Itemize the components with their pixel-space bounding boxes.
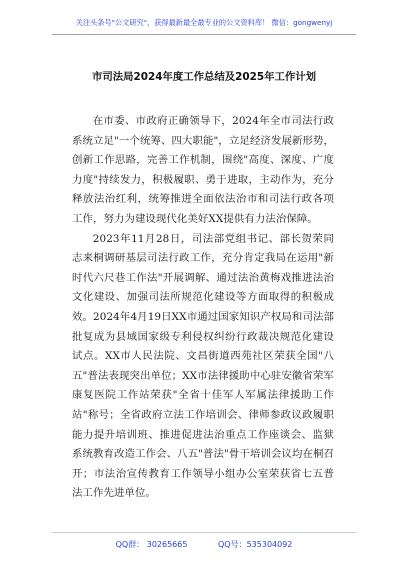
paragraph-intro: 在市委、市政府正确领导下，2024年全市司法行政系统立足"一个统筹、四大职能"，立足经济发展新形势，创新工作思路，完善工作机制，围绕"高度、深度、广度力度"持续发力，积极履职、勇于进取，主动作为，充分释放法治红利，统筹推进全面依法治市和司法行政各项工作，努力为建设现代化美好XX提供有力法治保障。 (72, 115, 334, 225)
header-banner: 关注头条号"公文研究"，获得最新最全最专业的公文资料库！ 微信：gongwenyj (75, 18, 333, 27)
footer-divider (52, 532, 356, 533)
paragraph-achievements: 2023年11月28日，司法部党组书记、部长贺荣同志来桐调研基层司法行政工作，充分肯定我局在运用"新时代六尺巷工作法"开展调解、通过法治黄梅戏推进法治文化建设、加强司法所规范化建设等方面取得的积极成效。2024年4月19日XX市通过国家知识产权局和司法部批复成为县域国家级专利侵权纠纷行政裁决规范化建设试点。XX市人民法院、文昌街道西苑社区荣获全国"八五"普法表现突出单位；XX市法律援助中心驻安徽省荣军康复医院工作站荣获"全省十佳军人军属法律援助工作站"称号；全省政府立法工作培训会、律师参政议政履职能力提升培训班、推进促进法治重点工作座谈会、监狱系统教育改造工作会、八五"普法"骨干培训会议均在桐召开；市法治宣传教育工作领导小组办公室荣获省七五普法工作先进单位。 (72, 232, 334, 500)
footer-qq-group: QQ群： 30265665 (115, 540, 188, 549)
footer-qq-number: QQ号：535304092 (218, 540, 293, 549)
footer-contact (0, 539, 408, 550)
header-divider (52, 34, 356, 35)
document-body (72, 112, 334, 504)
document-title: 市司法局2024年度工作总结及2025年工作计划 (91, 71, 317, 83)
